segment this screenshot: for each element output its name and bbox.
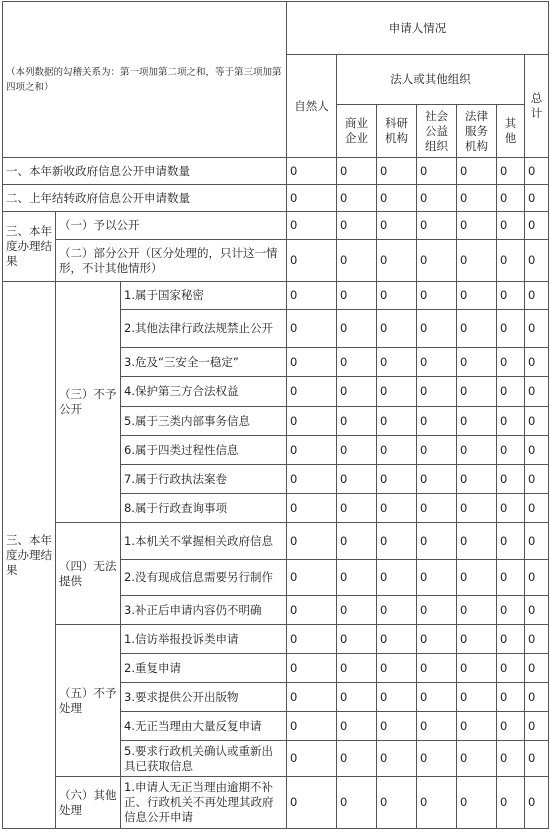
- cell-other: 0: [497, 777, 525, 829]
- cell-total: 0: [525, 348, 549, 377]
- cell-business: 0: [337, 494, 377, 523]
- cell-business: 0: [337, 436, 377, 465]
- cell-other: 0: [497, 310, 525, 348]
- cell-business: 0: [337, 654, 377, 683]
- applicant-situation-header: 申请人情况: [287, 2, 549, 55]
- row-label: 一、本年新收政府信息公开申请数量: [3, 158, 287, 185]
- cell-public-welfare: 0: [417, 596, 457, 625]
- subsection-label-not-processed: （五）不予处理: [56, 625, 121, 777]
- cell-legal-service: 0: [457, 240, 497, 282]
- cell-other: 0: [497, 683, 525, 712]
- cell-research: 0: [377, 654, 417, 683]
- legal-person-group-header: 法人或其他组织: [337, 55, 525, 105]
- cell-public-welfare: 0: [417, 436, 457, 465]
- cell-public-welfare: 0: [417, 777, 457, 829]
- cell-legal-service: 0: [457, 625, 497, 654]
- cell-public-welfare: 0: [417, 310, 457, 348]
- cell-research: 0: [377, 741, 417, 777]
- cell-business: 0: [337, 212, 377, 240]
- cell-other: 0: [497, 185, 525, 212]
- row-label: 二、上年结转政府信息公开申请数量: [3, 185, 287, 212]
- cell-business: 0: [337, 523, 377, 560]
- cell-total: 0: [525, 185, 549, 212]
- cell-research: 0: [377, 625, 417, 654]
- cell-legal-service: 0: [457, 436, 497, 465]
- table-note: （本列数据的勾稽关系为：第一项加第二项之和，等于第三项加第四项之和）: [3, 2, 287, 158]
- subsection-label-other-processing: （六）其他处理: [56, 777, 121, 829]
- cell-business: 0: [337, 185, 377, 212]
- cell-public-welfare: 0: [417, 212, 457, 240]
- row-label: 4.保护第三方合法权益: [121, 377, 287, 407]
- table-row: [3, 282, 549, 310]
- cell-natural-person: 0: [287, 377, 337, 407]
- cell-business: 0: [337, 348, 377, 377]
- cell-natural-person: 0: [287, 523, 337, 560]
- cell-legal-service: 0: [457, 407, 497, 436]
- cell-legal-service: 0: [457, 560, 497, 596]
- cell-other: 0: [497, 465, 525, 494]
- cell-research: 0: [377, 185, 417, 212]
- section-label-results: 三、本年度办理结果: [3, 282, 56, 829]
- cell-total: 0: [525, 310, 549, 348]
- cell-research: 0: [377, 282, 417, 310]
- cell-natural-person: 0: [287, 465, 337, 494]
- cell-business: 0: [337, 777, 377, 829]
- cell-research: 0: [377, 712, 417, 741]
- cell-business: 0: [337, 158, 377, 185]
- cell-natural-person: 0: [287, 240, 337, 282]
- cell-natural-person: 0: [287, 560, 337, 596]
- cell-research: 0: [377, 560, 417, 596]
- cell-other: 0: [497, 523, 525, 560]
- cell-natural-person: 0: [287, 654, 337, 683]
- cell-legal-service: 0: [457, 654, 497, 683]
- total-header: 总计: [525, 55, 549, 158]
- subsection-label-not-disclosed: （三）不予公开: [56, 282, 121, 523]
- cell-legal-service: 0: [457, 465, 497, 494]
- cell-business: 0: [337, 741, 377, 777]
- natural-person-header: 自然人: [287, 55, 337, 158]
- cell-other: 0: [497, 158, 525, 185]
- cell-business: 0: [337, 282, 377, 310]
- row-label: 2.其他法律行政法规禁止公开: [121, 310, 287, 348]
- cell-legal-service: 0: [457, 683, 497, 712]
- row-label: 1.本机关不掌握相关政府信息: [121, 523, 287, 560]
- row-label: 1.属于国家秘密: [121, 282, 287, 310]
- cell-other: 0: [497, 494, 525, 523]
- cell-total: 0: [525, 654, 549, 683]
- table-row: [3, 212, 549, 240]
- cell-research: 0: [377, 407, 417, 436]
- cell-public-welfare: 0: [417, 185, 457, 212]
- cell-public-welfare: 0: [417, 407, 457, 436]
- cell-other: 0: [497, 625, 525, 654]
- cell-total: 0: [525, 523, 549, 560]
- cell-total: 0: [525, 596, 549, 625]
- row-label: 8.属于行政查询事项: [121, 494, 287, 523]
- row-label: 2.重复申请: [121, 654, 287, 683]
- cell-business: 0: [337, 596, 377, 625]
- column-header-other: 其他: [497, 105, 525, 158]
- cell-other: 0: [497, 560, 525, 596]
- cell-total: 0: [525, 683, 549, 712]
- cell-legal-service: 0: [457, 212, 497, 240]
- cell-other: 0: [497, 712, 525, 741]
- cell-total: 0: [525, 407, 549, 436]
- cell-public-welfare: 0: [417, 348, 457, 377]
- cell-natural-person: 0: [287, 741, 337, 777]
- table-row: [3, 625, 549, 654]
- cell-legal-service: 0: [457, 310, 497, 348]
- row-label: 5.属于三类内部事务信息: [121, 407, 287, 436]
- cell-legal-service: 0: [457, 596, 497, 625]
- government-information-disclosure-table: [2, 1, 549, 829]
- cell-research: 0: [377, 158, 417, 185]
- cell-total: 0: [525, 240, 549, 282]
- cell-research: 0: [377, 465, 417, 494]
- row-label: （二）部分公开（区分处理的，只计这一情形，不计其他情形）: [56, 240, 287, 282]
- cell-natural-person: 0: [287, 777, 337, 829]
- cell-other: 0: [497, 212, 525, 240]
- cell-other: 0: [497, 240, 525, 282]
- cell-other: 0: [497, 282, 525, 310]
- cell-natural-person: 0: [287, 407, 337, 436]
- cell-research: 0: [377, 523, 417, 560]
- cell-total: 0: [525, 465, 549, 494]
- table-row: [3, 777, 549, 829]
- cell-natural-person: 0: [287, 348, 337, 377]
- row-label: 3.要求提供公开出版物: [121, 683, 287, 712]
- cell-business: 0: [337, 712, 377, 741]
- cell-business: 0: [337, 683, 377, 712]
- cell-legal-service: 0: [457, 348, 497, 377]
- cell-legal-service: 0: [457, 494, 497, 523]
- cell-legal-service: 0: [457, 185, 497, 212]
- cell-total: 0: [525, 436, 549, 465]
- table-row: [3, 158, 549, 185]
- subsection-label-cannot-provide: （四）无法提供: [56, 523, 121, 625]
- row-label: 3.补正后申请内容仍不明确: [121, 596, 287, 625]
- cell-natural-person: 0: [287, 436, 337, 465]
- cell-research: 0: [377, 240, 417, 282]
- table-row: [3, 185, 549, 212]
- cell-total: 0: [525, 712, 549, 741]
- cell-other: 0: [497, 377, 525, 407]
- row-label: 3.危及“三安全一稳定”: [121, 348, 287, 377]
- table-row: [3, 240, 549, 282]
- cell-business: 0: [337, 560, 377, 596]
- cell-public-welfare: 0: [417, 560, 457, 596]
- cell-natural-person: 0: [287, 310, 337, 348]
- cell-natural-person: 0: [287, 494, 337, 523]
- cell-research: 0: [377, 377, 417, 407]
- row-label: 2.没有现成信息需要另行制作: [121, 560, 287, 596]
- cell-public-welfare: 0: [417, 494, 457, 523]
- cell-public-welfare: 0: [417, 523, 457, 560]
- cell-other: 0: [497, 348, 525, 377]
- cell-business: 0: [337, 377, 377, 407]
- cell-natural-person: 0: [287, 712, 337, 741]
- cell-legal-service: 0: [457, 523, 497, 560]
- cell-public-welfare: 0: [417, 683, 457, 712]
- cell-other: 0: [497, 436, 525, 465]
- row-label: （一）予以公开: [56, 212, 287, 240]
- cell-business: 0: [337, 240, 377, 282]
- cell-public-welfare: 0: [417, 741, 457, 777]
- column-header-legal-service: 法律服务机构: [457, 105, 497, 158]
- cell-other: 0: [497, 407, 525, 436]
- cell-natural-person: 0: [287, 625, 337, 654]
- cell-total: 0: [525, 282, 549, 310]
- cell-business: 0: [337, 465, 377, 494]
- cell-public-welfare: 0: [417, 282, 457, 310]
- cell-research: 0: [377, 494, 417, 523]
- cell-natural-person: 0: [287, 683, 337, 712]
- table-row: [3, 523, 549, 560]
- cell-public-welfare: 0: [417, 158, 457, 185]
- cell-total: 0: [525, 158, 549, 185]
- cell-total: 0: [525, 560, 549, 596]
- cell-legal-service: 0: [457, 158, 497, 185]
- row-label: 5.要求行政机关确认或重新出具已获取信息: [121, 741, 287, 777]
- cell-research: 0: [377, 683, 417, 712]
- cell-legal-service: 0: [457, 712, 497, 741]
- cell-total: 0: [525, 212, 549, 240]
- cell-natural-person: 0: [287, 212, 337, 240]
- column-header-research: 科研机构: [377, 105, 417, 158]
- row-label: 4.无正当理由大量反复申请: [121, 712, 287, 741]
- cell-public-welfare: 0: [417, 465, 457, 494]
- row-label: 6.属于四类过程性信息: [121, 436, 287, 465]
- cell-research: 0: [377, 596, 417, 625]
- header-row: [3, 2, 549, 55]
- cell-total: 0: [525, 625, 549, 654]
- cell-natural-person: 0: [287, 158, 337, 185]
- cell-public-welfare: 0: [417, 377, 457, 407]
- column-header-public-welfare: 社会公益组织: [417, 105, 457, 158]
- cell-legal-service: 0: [457, 282, 497, 310]
- cell-research: 0: [377, 212, 417, 240]
- cell-total: 0: [525, 777, 549, 829]
- cell-natural-person: 0: [287, 596, 337, 625]
- cell-business: 0: [337, 310, 377, 348]
- cell-natural-person: 0: [287, 282, 337, 310]
- cell-public-welfare: 0: [417, 654, 457, 683]
- cell-other: 0: [497, 654, 525, 683]
- cell-research: 0: [377, 777, 417, 829]
- row-label: 1.信访举报投诉类申请: [121, 625, 287, 654]
- cell-public-welfare: 0: [417, 625, 457, 654]
- row-label: 1.申请人无正当理由逾期不补正、行政机关不再处理其政府信息公开申请: [121, 777, 287, 829]
- cell-research: 0: [377, 348, 417, 377]
- cell-public-welfare: 0: [417, 712, 457, 741]
- section-label-results: 三、本年度办理结果: [3, 212, 56, 282]
- cell-legal-service: 0: [457, 377, 497, 407]
- cell-total: 0: [525, 741, 549, 777]
- cell-business: 0: [337, 625, 377, 654]
- cell-natural-person: 0: [287, 185, 337, 212]
- cell-research: 0: [377, 436, 417, 465]
- cell-business: 0: [337, 407, 377, 436]
- column-header-business: 商业企业: [337, 105, 377, 158]
- cell-legal-service: 0: [457, 777, 497, 829]
- cell-public-welfare: 0: [417, 240, 457, 282]
- cell-legal-service: 0: [457, 741, 497, 777]
- cell-other: 0: [497, 741, 525, 777]
- cell-other: 0: [497, 596, 525, 625]
- cell-total: 0: [525, 377, 549, 407]
- cell-research: 0: [377, 310, 417, 348]
- row-label: 7.属于行政执法案卷: [121, 465, 287, 494]
- cell-total: 0: [525, 494, 549, 523]
